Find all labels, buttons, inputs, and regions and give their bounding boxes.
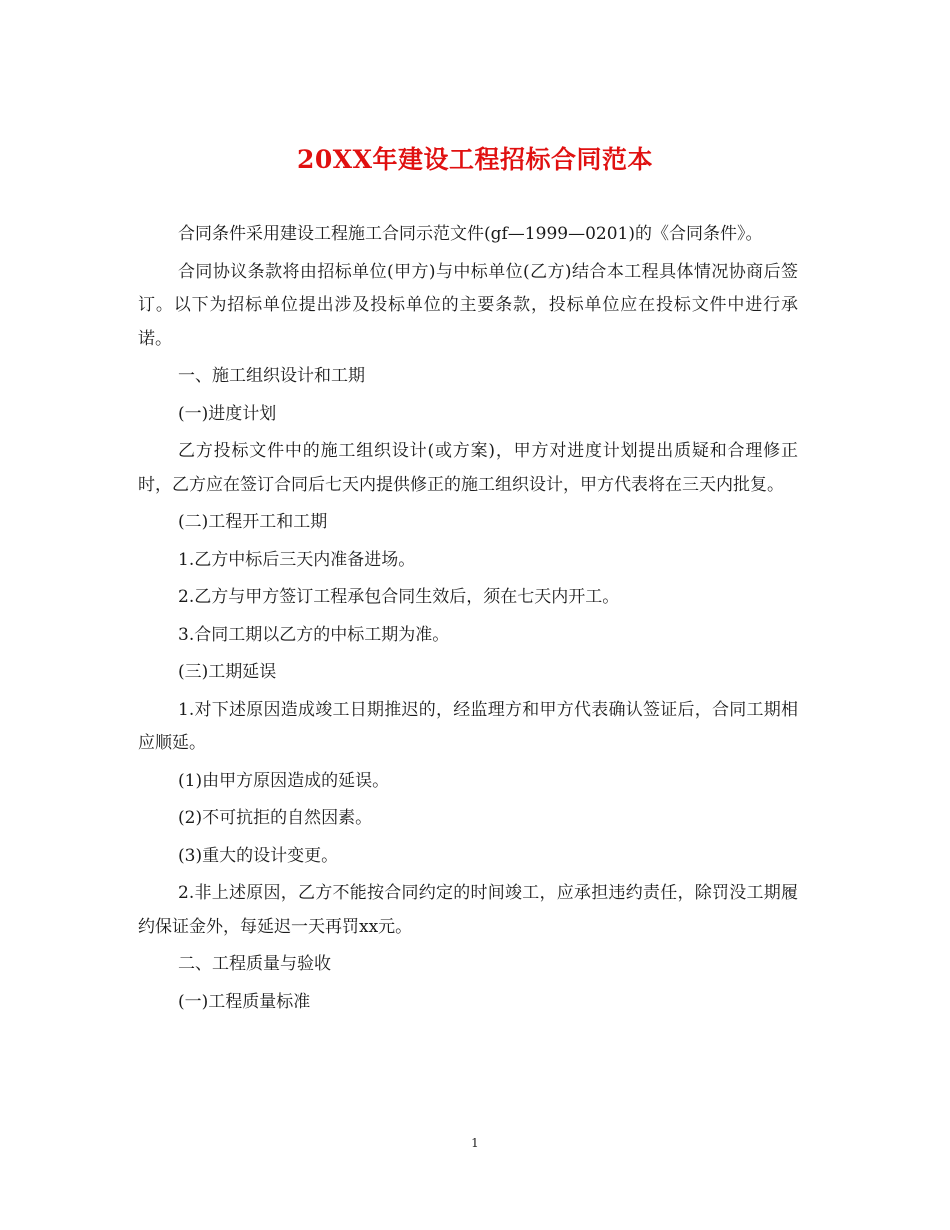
paragraph: 乙方投标文件中的施工组织设计(或方案)，甲方对进度计划提出质疑和合理修正时，乙方应在签订合同后七天内提供修正的施工组织设计，甲方代表将在三天内批复。: [138, 441, 798, 495]
list-item: (3)重大的设计变更。: [178, 845, 339, 866]
page-number: 1: [471, 1136, 479, 1150]
subsection-heading: (三)工期延误: [178, 662, 277, 682]
list-item: 2.非上述原因，乙方不能按合同约定的时间竣工，应承担违约责任，除罚没工期履约保证金外，每延迟一天再罚xx元。: [138, 883, 798, 937]
list-item: 1.对下述原因造成竣工日期推迟的，经监理方和甲方代表确认签证后，合同工期相应顺延。: [138, 699, 798, 753]
subsection-heading: (一)进度计划: [178, 403, 277, 424]
paragraph: 合同协议条款将由招标单位(甲方)与中标单位(乙方)结合本工程具体情况协商后签订。以下为招标单位提出涉及投标单位的主要条款，投标单位应在投标文件中进行承诺。: [138, 261, 798, 349]
list-item: 2.乙方与甲方签订工程承包合同生效后，须在七天内开工。: [178, 587, 620, 607]
list-item: (1)由甲方原因造成的延误。: [178, 770, 390, 791]
document-title: 20XX年建设工程招标合同范本: [296, 145, 654, 174]
document-body: [138, 218, 798, 1023]
paragraph: 合同条件采用建设工程施工合同示范文件(gf—1999—0201)的《合同条件》。: [178, 224, 763, 244]
list-item: 3.合同工期以乙方的中标工期为准。: [178, 624, 450, 645]
subsection-heading: (二)工程开工和工期: [178, 512, 328, 532]
subsection-heading: (一)工程质量标准: [178, 991, 311, 1012]
list-item: 1.乙方中标后三天内准备进场。: [178, 549, 416, 570]
section-heading: 二、工程质量与验收: [178, 954, 331, 974]
list-item: (2)不可抗拒的自然因素。: [178, 808, 373, 828]
section-heading: 一、施工组织设计和工期: [178, 366, 365, 386]
